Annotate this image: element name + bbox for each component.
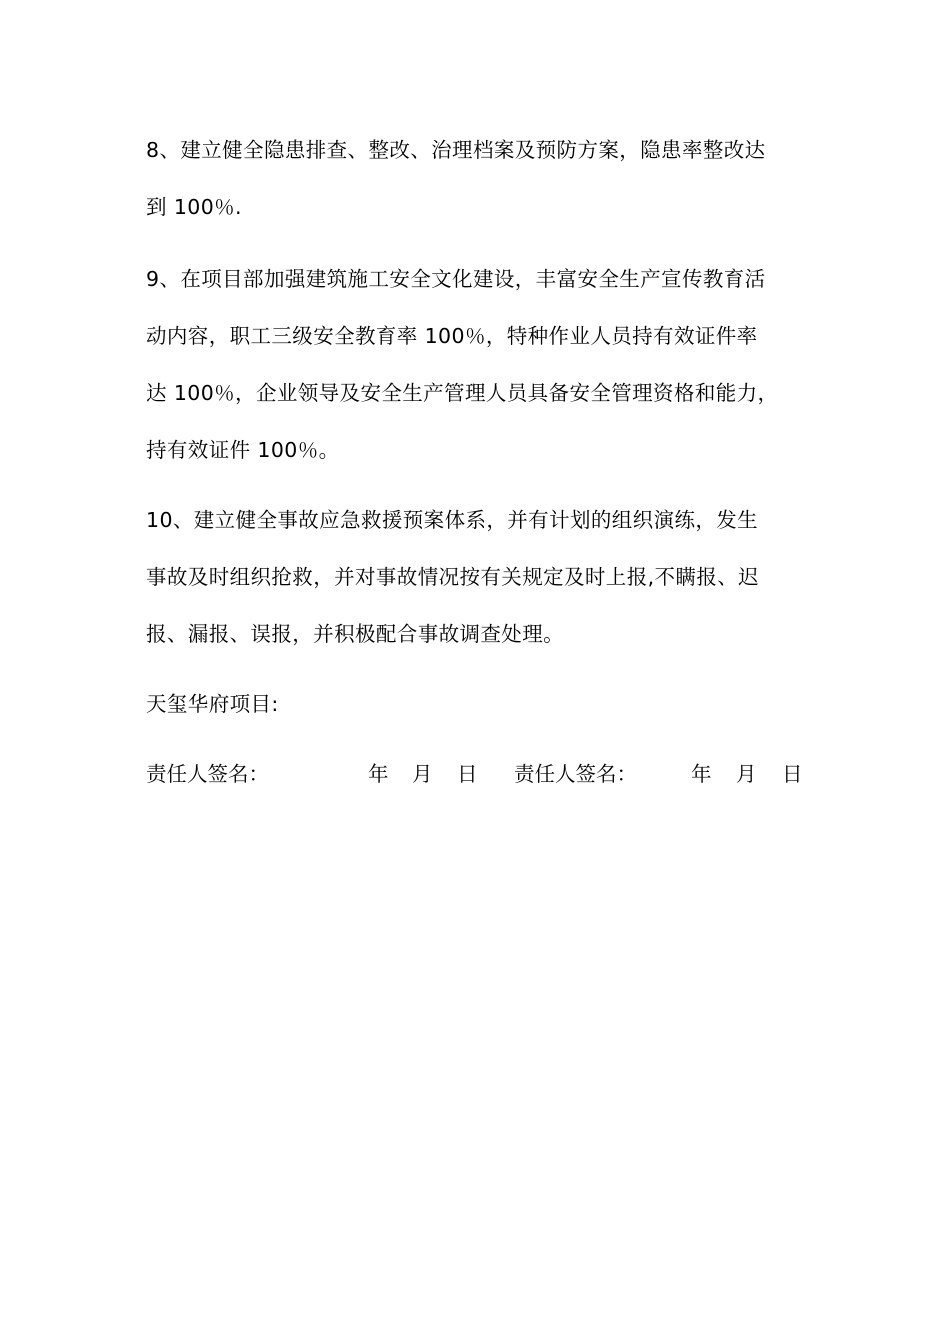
item-9-line-4: 持有效证件 100％。 bbox=[146, 438, 340, 462]
left-signature-label: 责任人签名： bbox=[146, 762, 269, 786]
right-day-label: 日 bbox=[782, 762, 803, 786]
item-9-line-3: 达 100％，企业领导及安全生产管理人员具备安全管理资格和能力， bbox=[146, 381, 779, 405]
left-year-label: 年 bbox=[368, 762, 389, 786]
right-month-label: 月 bbox=[736, 762, 757, 786]
item-10-line-3: 报、漏报、误报，并积极配合事故调查处理。 bbox=[146, 622, 564, 646]
signature-row bbox=[146, 760, 806, 788]
item-8-line-1: 8、建立健全隐患排查、整改、治理档案及预防方案，隐患率整改达 bbox=[146, 138, 766, 162]
item-8-line-2: 到 100％. bbox=[146, 195, 242, 219]
right-signature-label: 责任人签名： bbox=[514, 762, 637, 786]
item-10-line-1: 10、建立健全事故应急救援预案体系，并有计划的组织演练，发生 bbox=[146, 508, 759, 532]
left-month-label: 月 bbox=[412, 762, 433, 786]
item-10-line-2: 事故及时组织抢救，并对事故情况按有关规定及时上报,不瞒报、迟 bbox=[146, 565, 760, 589]
item-9-line-1: 9、在项目部加强建筑施工安全文化建设，丰富安全生产宣传教育活 bbox=[146, 267, 766, 291]
left-day-label: 日 bbox=[457, 762, 478, 786]
project-label: 天玺华府项目: bbox=[146, 692, 279, 716]
right-year-label: 年 bbox=[691, 762, 712, 786]
item-9-line-2: 动内容，职工三级安全教育率 100％，特种作业人员持有效证件率 bbox=[146, 324, 758, 348]
